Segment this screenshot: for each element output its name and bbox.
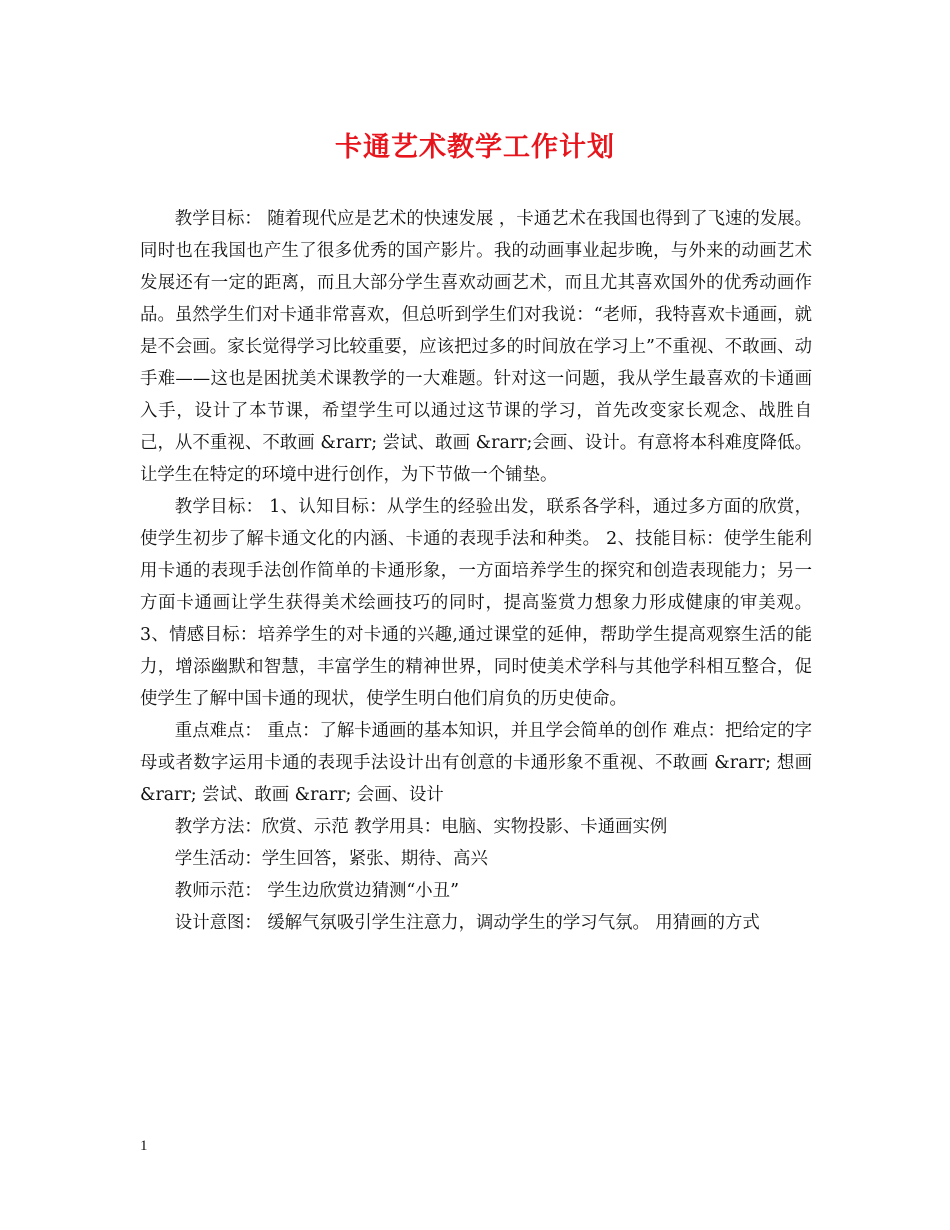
page-number: 1 [140, 1138, 148, 1154]
paragraph-intro-goals: 教学目标： 随着现代应是艺术的快速发展 ，卡通艺术在我国也得到了飞速的发展。同时也在我国也产生了很多优秀的国产影片。我的动画事业起步晚，与外来的动画艺术发展还有一定的距离，而且大部分学生喜欢动画艺术，而且尤其喜欢国外的优秀动画作品。虽然学生们对卡通非常喜欢，但总听到学生们对我说：“老师，我特喜欢卡通画，就是不会画。家长觉得学习比较重要，应该把过多的时间放在学习上”不重视、不敢画、动手难——这也是困扰美术课教学的一大难题。针对这一问题，我从学生最喜欢的卡通画入手，设计了本节课，希望学生可以通过这节课的学习，首先改变家长观念、战胜自己，从不重视、不敢画 &rarr; 尝试、敢画 &rarr;会画、设计。有意将本科难度降低。让学生在特定的环境中进行创作，为下节做一个铺垫。 [140, 209, 812, 485]
paragraph-teaching-methods: 教学方法：欣赏、示范 教学用具：电脑、实物投影、卡通画实例 [174, 817, 668, 837]
document-title: 卡通艺术教学工作计划 [335, 132, 615, 163]
paragraph-teacher-demo: 教师示范： 学生边欣赏边猜测“小丑” [174, 881, 459, 901]
paragraph-key-difficulties: 重点难点： 重点：了解卡通画的基本知识，并且学会简单的创作 难点：把给定的字母或者数字运用卡通的表现手法设计出有创意的卡通形象不重视、不敢画 &rarr; 想画 &rarr; 尝试、敢画 &rarr; 会画、设计 [140, 721, 812, 805]
paragraph-teaching-goals: 教学目标： 1、认知目标：从学生的经验出发，联系各学科，通过多方面的欣赏，使学生初步了解卡通文化的内涵、卡通的表现手法和种类。 2、技能目标：使学生能利用卡通的表现手法创作简单的卡通形象，一方面培养学生的探究和创造表现能力；另一方面卡通画让学生获得美术绘画技巧的同时，提高鉴赏力想象力形成健康的审美观。 3、情感目标：培养学生的对卡通的兴趣,通过课堂的延伸，帮助学生提高观察生活的能力，增添幽默和智慧，丰富学生的精神世界，同时使美术学科与其他学科相互整合，促使学生了解中国卡通的现状，使学生明白他们肩负的历史使命。 [140, 497, 812, 709]
paragraph-design-intent: 设计意图： 缓解气氛吸引学生注意力，调动学生的学习气氛。 用猜画的方式 [174, 913, 760, 933]
paragraph-student-activity: 学生活动：学生回答，紧张、期待、高兴 [174, 849, 488, 869]
document-body [140, 203, 812, 939]
